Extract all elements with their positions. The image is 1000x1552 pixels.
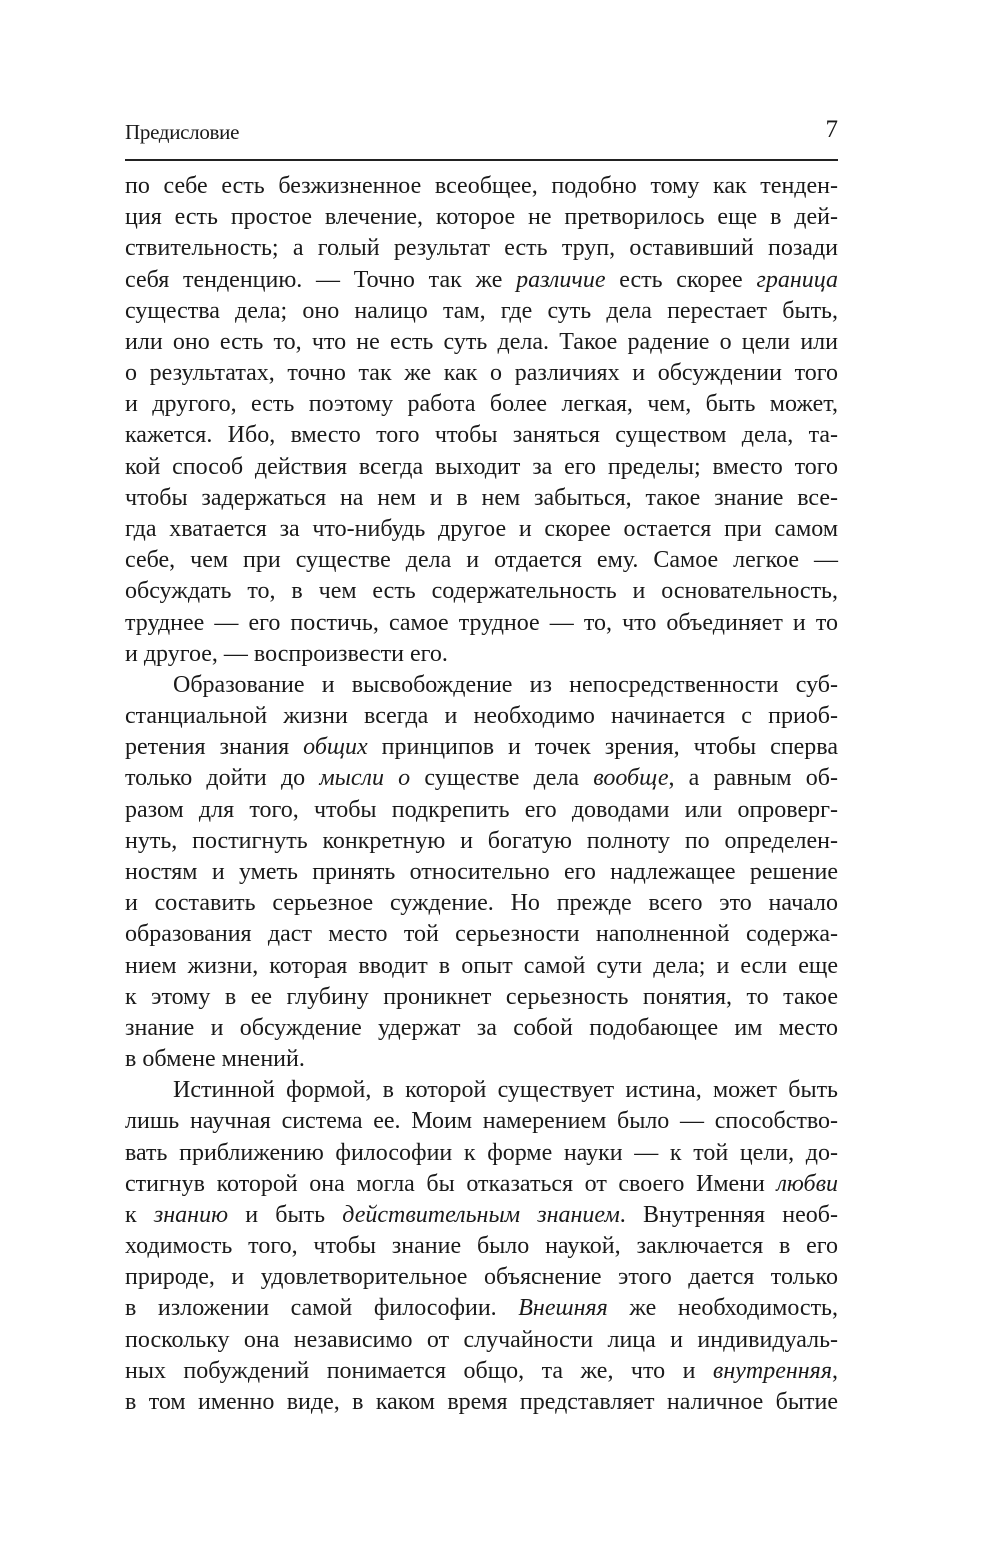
- text-run: образования даст место той серьезности наполненной содержа-: [125, 921, 838, 948]
- italic-emphasis: вообще: [593, 765, 669, 792]
- text-line: [125, 763, 838, 794]
- text-line: [125, 327, 838, 358]
- text-line: [125, 1200, 838, 1231]
- text-run: в том именно виде, в каком время представляет наличное бытие: [125, 1389, 838, 1416]
- text-line: [125, 1356, 838, 1387]
- text-run: существе дела: [410, 765, 594, 792]
- text-run: чтобы задержаться на нем и в нем забыться, такое знание все-: [125, 484, 838, 511]
- text-run: ных побуждений понимается общо, та же, что и: [125, 1357, 713, 1384]
- text-line: [125, 732, 838, 763]
- text-run: и быть: [228, 1201, 343, 1228]
- text-run: и составить серьезное суждение. Но прежде всего это начало: [125, 890, 838, 917]
- text-line: [125, 233, 838, 264]
- text-line: [125, 1293, 838, 1324]
- italic-emphasis: любви: [776, 1170, 838, 1197]
- text-run: труднее — его постичь, самое трудное — то, что объединяет и то: [125, 609, 838, 636]
- text-run: кой способ действия всегда выходит за его пределы; вместо того: [125, 453, 838, 480]
- text-run: о результатах, точно так же как о различиях и обсуждении того: [125, 360, 838, 387]
- text-run: к: [125, 1201, 154, 1228]
- text-run: лишь научная система ее. Моим намерением было — способство-: [125, 1108, 838, 1135]
- text-run: или оно есть то, что не есть суть дела. Такое радение о цели или: [125, 328, 838, 355]
- text-line: [125, 1169, 838, 1200]
- text-line: [125, 1262, 838, 1293]
- text-line: [125, 888, 838, 919]
- text-line: [125, 857, 838, 888]
- running-header-title: Предисловие: [125, 120, 240, 144]
- text-line: [125, 171, 838, 202]
- text-run: станциальной жизни всегда и необходимо начинается с приоб-: [125, 703, 838, 730]
- text-run: существа дела; оно налицо там, где суть дела перестает быть,: [125, 297, 838, 324]
- text-run: , а равным об-: [668, 765, 838, 792]
- text-line: [125, 358, 838, 389]
- text-run: гда хватается за что-нибудь другое и скорее остается при самом: [125, 515, 838, 542]
- text-run: . Внутренняя необ-: [619, 1201, 838, 1228]
- text-line: [125, 576, 838, 607]
- italic-emphasis: Внешняя: [518, 1295, 608, 1322]
- italic-emphasis: действительным знанием: [342, 1201, 620, 1228]
- text-run: ция есть простое влечение, которое не претворилось еще в дей-: [125, 204, 838, 231]
- text-run: и другого, есть поэтому работа более легкая, чем, быть может,: [125, 391, 838, 418]
- text-line: [125, 483, 838, 514]
- italic-emphasis: мысли о: [319, 765, 411, 792]
- text-line: [125, 1387, 838, 1418]
- text-run: Образование и высвобождение из непосредственности суб-: [173, 671, 838, 698]
- text-line: [125, 545, 838, 576]
- text-line: [125, 420, 838, 451]
- text-run: ходимость того, чтобы знание было наукой, заключается в его: [125, 1233, 838, 1260]
- page-number: 7: [825, 116, 838, 143]
- text-run: в изложении самой философии.: [125, 1295, 519, 1322]
- text-run: есть скорее: [605, 266, 757, 293]
- text-line: [125, 951, 838, 982]
- italic-emphasis: знанию: [153, 1201, 228, 1228]
- text-line: [125, 701, 838, 732]
- text-line: [125, 1013, 838, 1044]
- text-run: ствительность; а голый результат есть труп, оставивший позади: [125, 235, 838, 262]
- text-line: [173, 1075, 838, 1106]
- text-run: только дойти до: [125, 765, 320, 792]
- text-line: [125, 1325, 838, 1356]
- text-line: [125, 982, 838, 1013]
- text-run: же необходимость,: [607, 1295, 838, 1322]
- text-run: принципов и точек зрения, чтобы сперва: [367, 734, 838, 761]
- text-run: нуть, постигнуть конкретную и богатую полноту по определен-: [125, 827, 838, 854]
- text-line: [125, 826, 838, 857]
- text-line: [125, 452, 838, 483]
- text-run: стигнув которой она могла бы отказаться от своего Имени: [125, 1170, 777, 1197]
- text-run: разом для того, чтобы подкрепить его доводами или опроверг-: [125, 796, 838, 823]
- text-line: [125, 795, 838, 826]
- text-run: ностям и уметь принять относительно его надлежащее решение: [125, 858, 838, 885]
- text-line: [125, 202, 838, 233]
- text-run: природе, и удовлетворительное объяснение этого дается только: [125, 1264, 838, 1291]
- text-line: [125, 389, 838, 420]
- text-line: [125, 639, 838, 670]
- text-run: по себе есть безжизненное всеобщее, подобно тому как тенден-: [125, 173, 838, 199]
- italic-emphasis: различие: [516, 266, 606, 293]
- italic-emphasis: граница: [756, 266, 839, 293]
- text-line: [125, 1138, 838, 1169]
- text-run: и другое, — воспроизвести его.: [125, 640, 448, 667]
- text-run: кажется. Ибо, вместо того чтобы заняться существом дела, та-: [125, 422, 838, 449]
- text-line: [125, 1106, 838, 1137]
- text-line: [125, 1231, 838, 1262]
- italic-emphasis: общих: [303, 734, 368, 761]
- text-run: в обмене мнений.: [125, 1046, 305, 1073]
- text-line: [125, 296, 838, 327]
- text-line: [125, 1044, 838, 1075]
- text-run: себя тенденцию. — Точно так же: [125, 266, 517, 293]
- text-run: знание и обсуждение удержат за собой подобающее им место: [125, 1014, 838, 1041]
- text-run: поскольку она независимо от случайности лица и индивидуаль-: [125, 1326, 838, 1353]
- text-run: обсуждать то, в чем есть содержательность и основательность,: [125, 578, 838, 605]
- text-line: [125, 265, 838, 296]
- text-run: к этому в ее глубину проникнет серьезность понятия, то такое: [125, 983, 838, 1010]
- text-line: [125, 514, 838, 545]
- italic-emphasis: внутренняя: [712, 1357, 832, 1384]
- header-rule: [125, 159, 838, 161]
- text-line: [173, 670, 838, 701]
- text-line: [125, 919, 838, 950]
- text-run: ретения знания: [125, 734, 304, 761]
- text-line: [125, 608, 838, 639]
- text-run: нием жизни, которая вводит в опыт самой сути дела; и если еще: [125, 952, 838, 979]
- text-run: Истинной формой, в которой существует истина, может быть: [173, 1077, 838, 1104]
- text-run: вать приближению философии к форме науки — к той цели, до-: [125, 1139, 838, 1166]
- text-run: ,: [832, 1357, 838, 1384]
- text-run: себе, чем при существе дела и отдается ему. Самое легкое —: [125, 547, 838, 574]
